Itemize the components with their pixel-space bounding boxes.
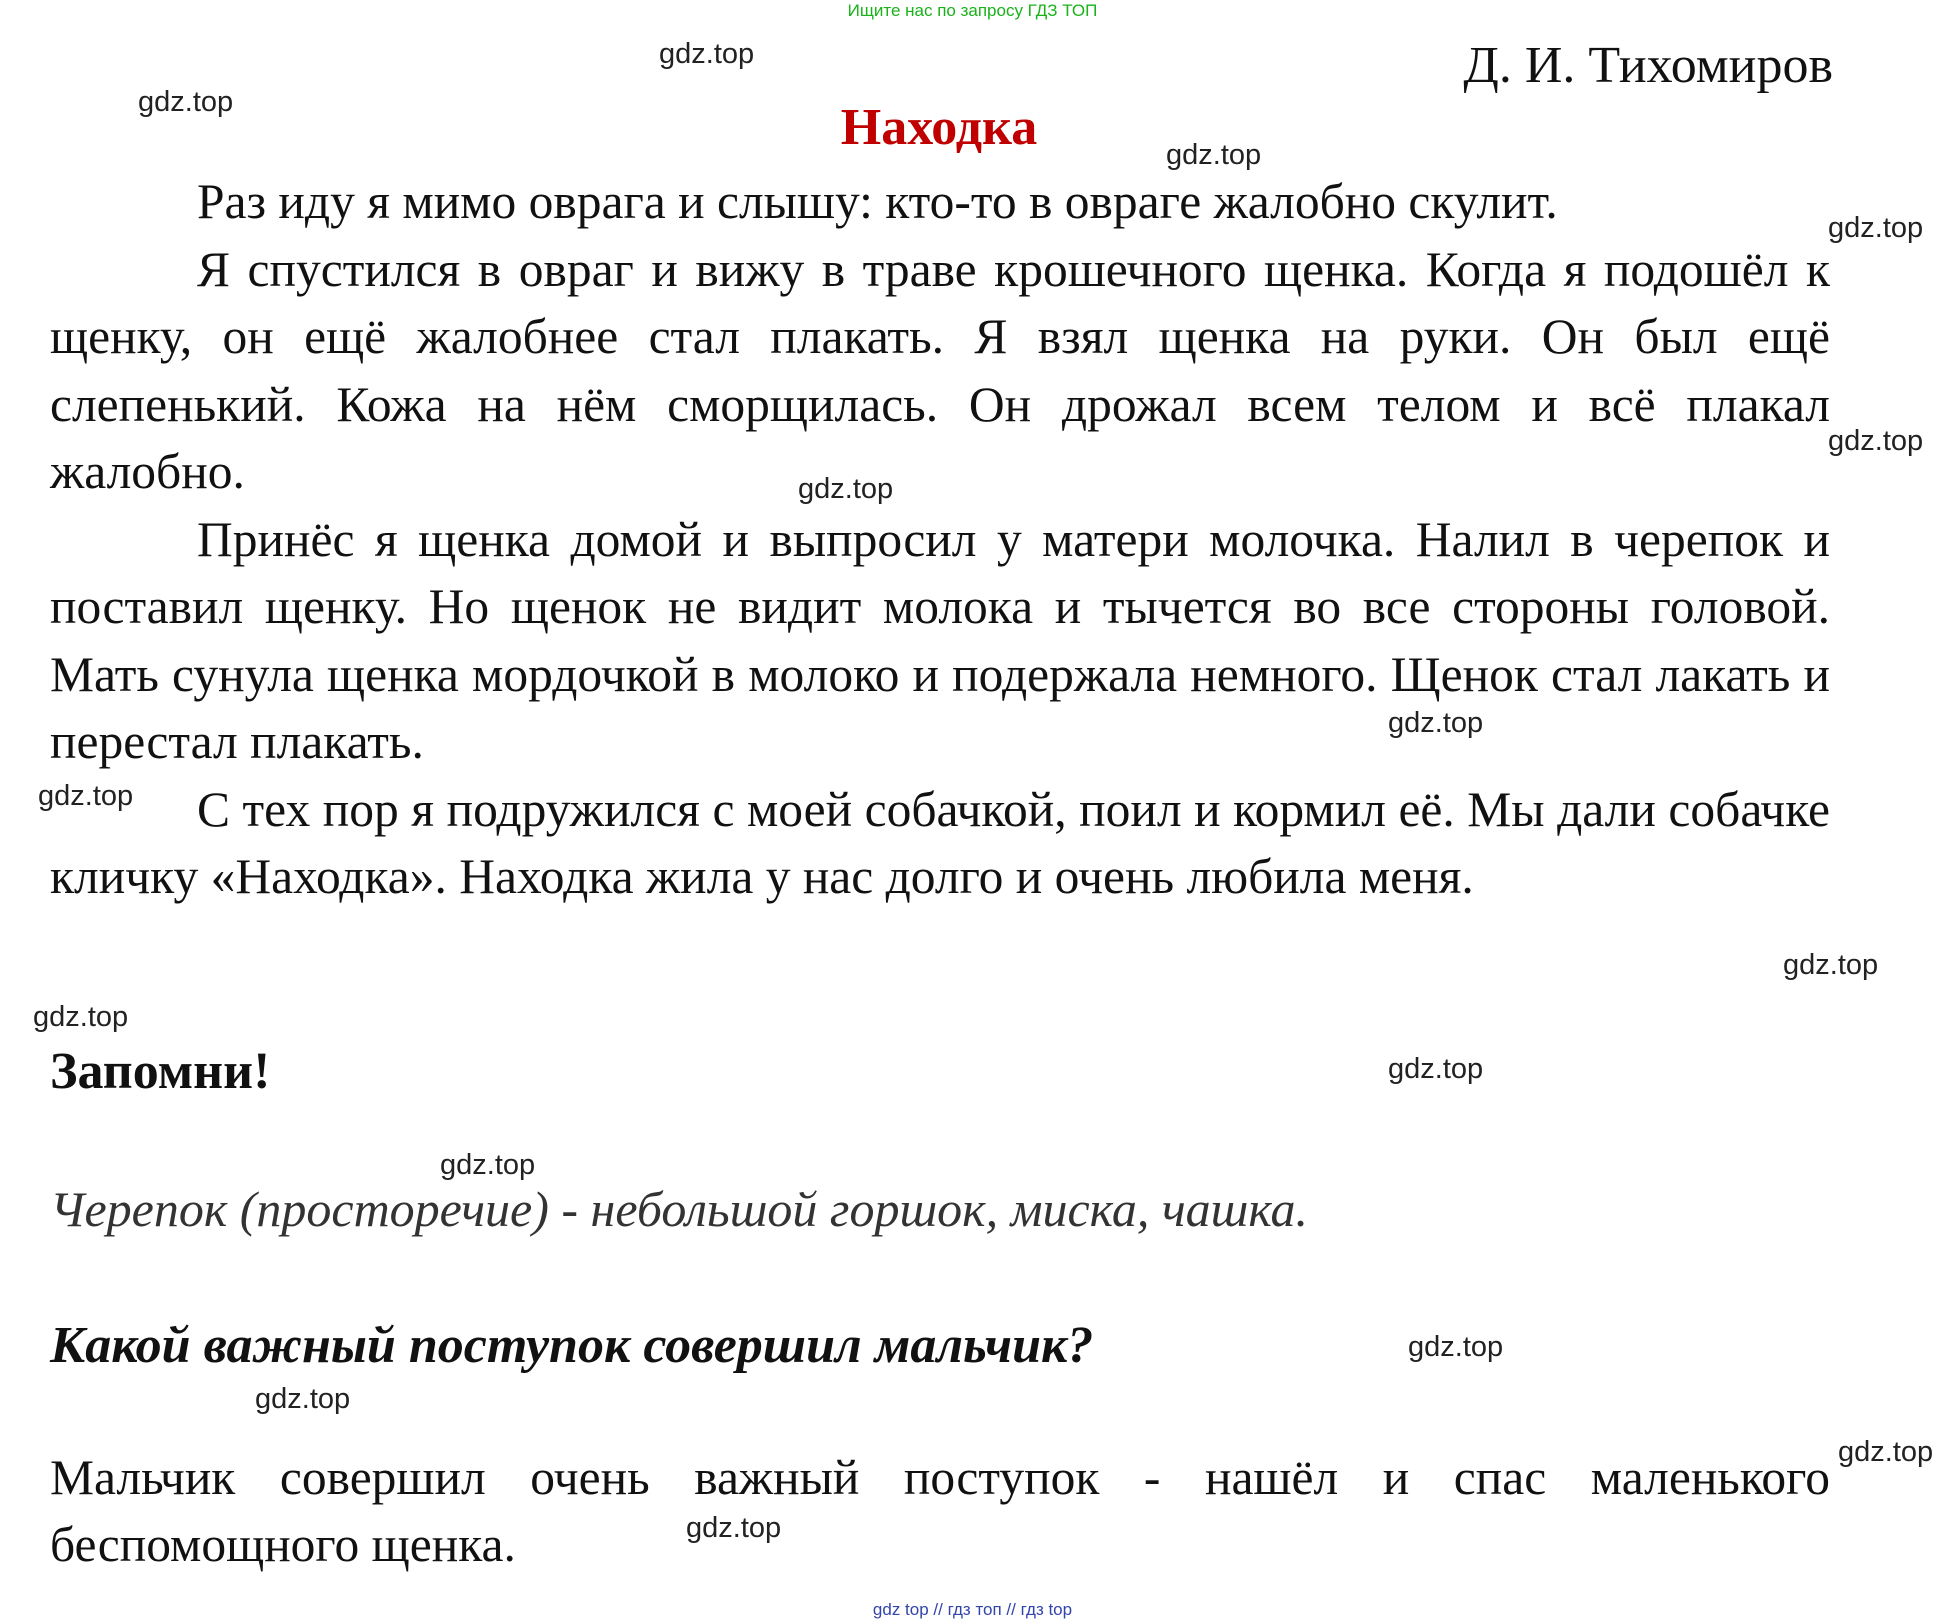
watermark: gdz.top xyxy=(1388,707,1484,739)
question-text: Какой важный поступок совершил мальчик? xyxy=(50,1317,1094,1374)
watermark: gdz.top xyxy=(1783,949,1879,981)
watermark: gdz.top xyxy=(1838,1436,1934,1468)
watermark: gdz.top xyxy=(1828,212,1924,244)
watermark: gdz.top xyxy=(440,1149,536,1181)
remember-heading: Запомни! xyxy=(50,1043,271,1100)
story-paragraph: Раз иду я мимо оврага и слышу: кто-то в овраге жалобно скулит. xyxy=(197,174,1558,229)
answer-text: Мальчик совершил очень важный поступок - нашёл и спас маленького беспомощного щенка. xyxy=(50,1450,1830,1572)
word-definition: Черепок (просторечие) - небольшой горшок, миска, чашка. xyxy=(50,1181,1309,1237)
watermark: gdz.top xyxy=(1408,1331,1504,1363)
watermark: gdz.top xyxy=(1166,139,1262,171)
story-paragraph: Я спустился в овраг и вижу в траве крошечного щенка. Когда я подошёл к щенку, он ещё жалобнее стал плакать. Я взял щенка на руки. Он был ещё слепенький. Кожа на нём сморщилась. Он дрожал всем телом и всё плакал жалобно. xyxy=(50,241,1830,499)
bottom-banner: gdz top // гдз топ // гдз top xyxy=(872,1600,1073,1619)
story-paragraph: Принёс я щенка домой и выпросил у матери молочка. Налил в черепок и поставил щенку. Но щенок не видит молока и тычется во все стороны головой. Мать сунула щенка мордочкой в молоко и подержала немного. Щенок стал лакать и перестал плакать. xyxy=(50,511,1830,769)
story-text xyxy=(50,168,1830,911)
watermark: gdz.top xyxy=(798,473,894,505)
watermark: gdz.top xyxy=(686,1512,782,1544)
author-name: Д. И. Тихомиров xyxy=(1463,37,1833,94)
watermark: gdz.top xyxy=(1388,1053,1484,1085)
watermark: gdz.top xyxy=(138,86,234,118)
story-title: Находка xyxy=(840,99,1038,156)
watermark: gdz.top xyxy=(1828,425,1924,457)
top-banner: Ищите нас по запросу ГДЗ ТОП xyxy=(847,1,1098,20)
story-paragraph: С тех пор я подружился с моей собачкой, поил и кормил её. Мы дали собачке кличку «Находка». Находка жила у нас долго и очень любила меня. xyxy=(50,781,1830,904)
watermark: gdz.top xyxy=(38,780,134,812)
watermark: gdz.top xyxy=(33,1001,129,1033)
watermark: gdz.top xyxy=(659,38,755,70)
watermark: gdz.top xyxy=(255,1383,351,1415)
